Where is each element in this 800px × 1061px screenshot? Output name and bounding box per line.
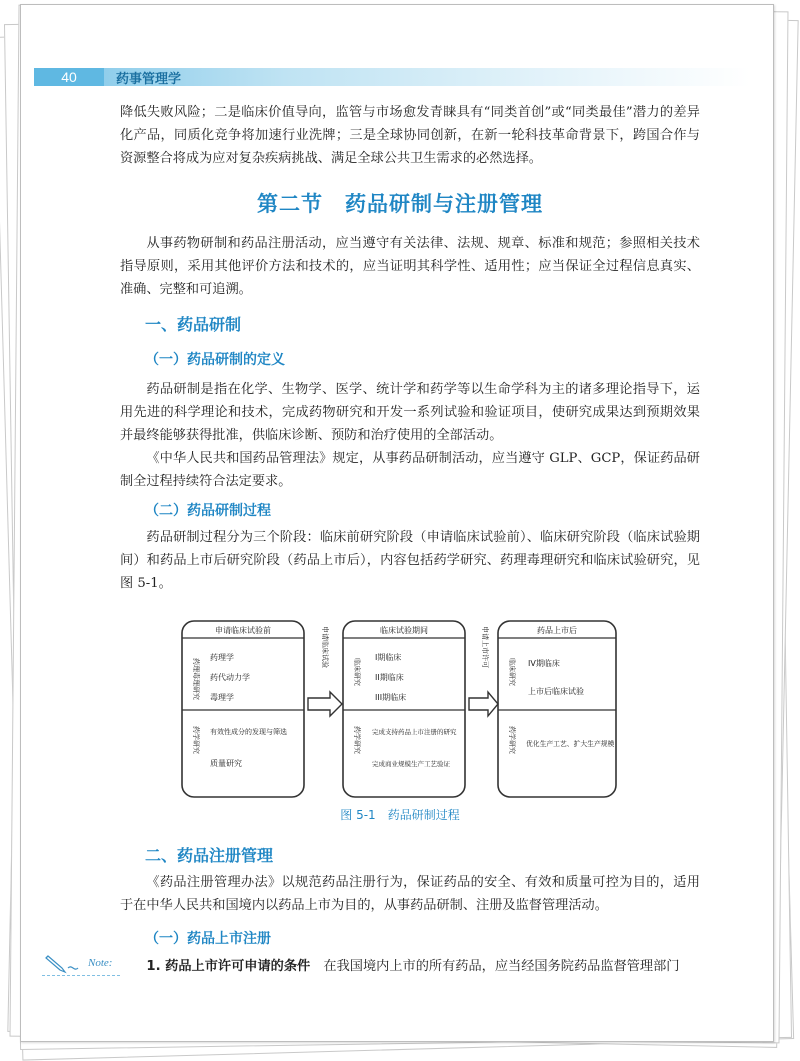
stage-title-preclinical: 申请临床试验前 [215, 626, 271, 635]
group-label: 临床研究 [353, 658, 361, 686]
arrow-label: 申请上市许可 [481, 626, 489, 668]
note-divider [42, 975, 120, 976]
stage-item: 药代动力学 [210, 673, 250, 682]
paragraph-registration: 《药品注册管理办法》以规范药品注册行为，保证药品的安全、有效和质量可控为目的，适用于在中华人民共和国境内以药品上市为目的，从事药品研制、注册及监督管理活动。 [120, 875, 700, 913]
stage-box-preclinical [182, 621, 304, 797]
paragraph-top: 降低失败风险；二是临床价值导向，监管与市场愈发青睐具有“同类首创”或“同类最佳”潜力的差异化产品，同质化竞争将加速行业洗牌；三是全球协同创新，在新一轮科技革命背景下，跨国合作与资源整合将成为应对复杂疾病挑战、满足全球公共卫生需求的必然选择。 [120, 105, 700, 166]
stage-item: 上市后临床试验 [528, 687, 584, 696]
paragraph-intro: 从事药物研制和药品注册活动，应当遵守有关法律、法规、规章、标准和规范；参照相关技术指导原则，采用其他评价方法和技术的，应当证明其科学性、适用性；应当保证全过程信息真实、准确、完整和可追溯。 [120, 236, 700, 297]
note-label: Note: [88, 957, 113, 969]
stage-item: III期临床 [375, 693, 407, 702]
paragraph-definition-1: 药品研制是指在化学、生物学、医学、统计学和药学等以生命学科为主的诸多理论指导下，运用先进的科学理论和技术，完成药物研究和开发一系列试验和验证项目，使研究成果达到预期效果并最终能够获得批准，供临床诊断、预防和治疗使用的全部活动。 [120, 382, 700, 443]
heading-market-registration: （一）药品上市注册 [145, 931, 271, 947]
page-number: 40 [34, 68, 104, 86]
stage-item: 毒理学 [210, 693, 234, 702]
arrow-apply-clinical-trial [308, 626, 342, 716]
item-body: 在我国境内上市的所有药品，应当经国务院药品监督管理部门 [323, 959, 680, 974]
figure-caption: 图 5-1 药品研制过程 [340, 808, 460, 822]
arrow-apply-marketing [469, 626, 498, 716]
heading-research-definition: （一）药品研制的定义 [145, 352, 285, 368]
stage-title-clinical: 临床试验期间 [380, 626, 428, 635]
paragraph-process: 药品研制过程分为三个阶段：临床前研究阶段（申请临床试验前）、临床研究阶段（临床试验期间）和药品上市后研究阶段（药品上市后），内容包括药学研究、药理毒理研究和临床试验研究，见图 5-1。 [120, 530, 700, 591]
heading-drug-research: 一、药品研制 [145, 315, 242, 334]
stage-item: 优化生产工艺、扩大生产规模 [526, 740, 615, 748]
stage-item: I期临床 [375, 653, 402, 662]
stage-item: 完成商业规模生产工艺验证 [372, 760, 450, 768]
item-heading: 1. 药品上市许可申请的条件 [146, 959, 311, 974]
arrow-label: 申请临床试验 [321, 626, 329, 668]
stage-box-clinical [343, 621, 465, 797]
stage-item: II期临床 [375, 673, 404, 682]
heading-registration: 二、药品注册管理 [145, 846, 274, 865]
group-label: 药学研究 [508, 726, 516, 754]
group-label: 药学研究 [192, 726, 200, 754]
stage-item: 有效性成分的发现与筛选 [210, 728, 287, 736]
running-header [34, 68, 750, 86]
research-process-figure [180, 618, 620, 803]
group-label: 临床研究 [508, 658, 516, 686]
paragraph-last [120, 955, 700, 978]
heading-research-process: （二）药品研制过程 [145, 503, 271, 519]
stage-item: 完成支持药品上市注册的研究 [372, 728, 457, 736]
stage-item: 质量研究 [210, 759, 242, 768]
stage-item: 药理学 [210, 653, 234, 662]
stage-item: IV期临床 [528, 659, 560, 668]
group-label: 药理毒理研究 [192, 658, 200, 700]
paragraph-definition-2: 《中华人民共和国药品管理法》规定，从事药品研制活动，应当遵守 GLP、GCP，保证药品研制全过程持续符合法定要求。 [120, 451, 700, 489]
section-title: 第二节 药品研制与注册管理 [257, 191, 543, 216]
running-title: 药事管理学 [116, 72, 182, 87]
stage-title-postmarket: 药品上市后 [537, 626, 577, 635]
stage-box-postmarket [498, 621, 616, 797]
group-label: 药学研究 [353, 726, 361, 754]
